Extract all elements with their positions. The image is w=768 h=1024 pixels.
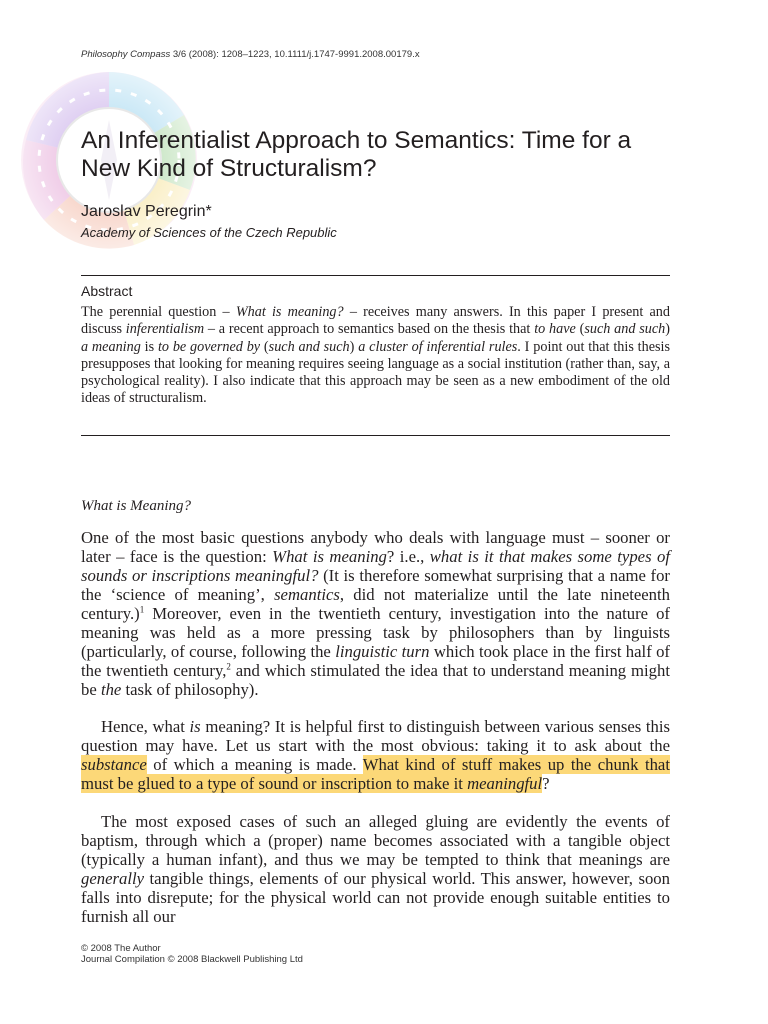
citation-details: 3/6 (2008): 1208–1223, 10.1111/j.1747-9991.2008.00179.x [172, 49, 420, 60]
abstract-bottom-rule [81, 435, 670, 436]
copyright-journal: Journal Compilation © 2008 Blackwell Publishing Ltd [81, 954, 303, 965]
abstract-text: The perennial question – What is meaning? – receives many answers. In this paper I present and discuss inferentialism – a recent approach to semantics based on the thesis that to have (such and such) a meaning is to be governed by (such and such) a cluster of inferential rules. I point out that this thesis presupposes that looking for meaning requires seeing language as a social institution (rather than, say, a psychological reality). I also indicate that this approach may be seen as a new embodiment of the old ideas of structuralism. [81, 304, 671, 407]
footnote-marker[interactable]: 1 [139, 604, 145, 615]
journal-citation [81, 49, 420, 60]
author-affiliation: Academy of Sciences of the Czech Republic [81, 225, 337, 240]
footnote-marker[interactable]: 2 [226, 661, 231, 672]
body-paragraph: One of the most basic questions anybody who deals with language must – sooner or later – face is the question: What is meaning? i.e., what is it that makes some types of sounds or inscriptions meaningful? (It is therefore somewhat surprising that a name for the ‘science of meaning’, semantics, did not materialize until the late nineteenth century.)$^1$ Moreover, even in the twentieth century, investigation into the nature of meaning was held as a more pressing task by philosophers than by linguists (particularly, of course, following the linguistic turn which took place in the first half of the twentieth century,$^2$ and which stimulated the idea that to understand meaning might be the task of philosophy). [81, 528, 671, 699]
author-name: Jaroslav Peregrin* [81, 203, 212, 220]
abstract-top-rule [81, 275, 670, 276]
copyright-author: © 2008 The Author [81, 943, 161, 954]
body-paragraph: Hence, what is meaning? It is helpful first to distinguish between various senses this question may have. Let us start with the most obvious: taking it to ask about the substance of which a meaning is made. What kind of stuff makes up the chunk that must be glued to a type of sound or inscription to make it meaningful? [81, 717, 670, 793]
highlighted-text[interactable]: What kind of stuff makes up the chunk that must be glued to a type of sound or inscription to make it meaningful [81, 755, 670, 793]
body-paragraph: The most exposed cases of such an alleged gluing are evidently the events of baptism, through which a (proper) name becomes associated with a tangible object (typically a human infant), and thus we may be tempted to think that meanings are generally tangible things, elements of our physical world. This answer, however, soon falls into disrepute; for the physical world can not provide enough suitable entities to furnish all our [81, 812, 670, 926]
article-title: An Inferentialist Approach to Semantics: Time for a New Kind of Structuralism? [81, 127, 632, 182]
journal-name: Philosophy Compass [81, 49, 171, 60]
section-heading: What is Meaning? [81, 498, 191, 514]
copyright-footer [81, 943, 303, 965]
abstract-heading: Abstract [81, 283, 133, 299]
highlighted-text[interactable]: substance [81, 755, 147, 774]
